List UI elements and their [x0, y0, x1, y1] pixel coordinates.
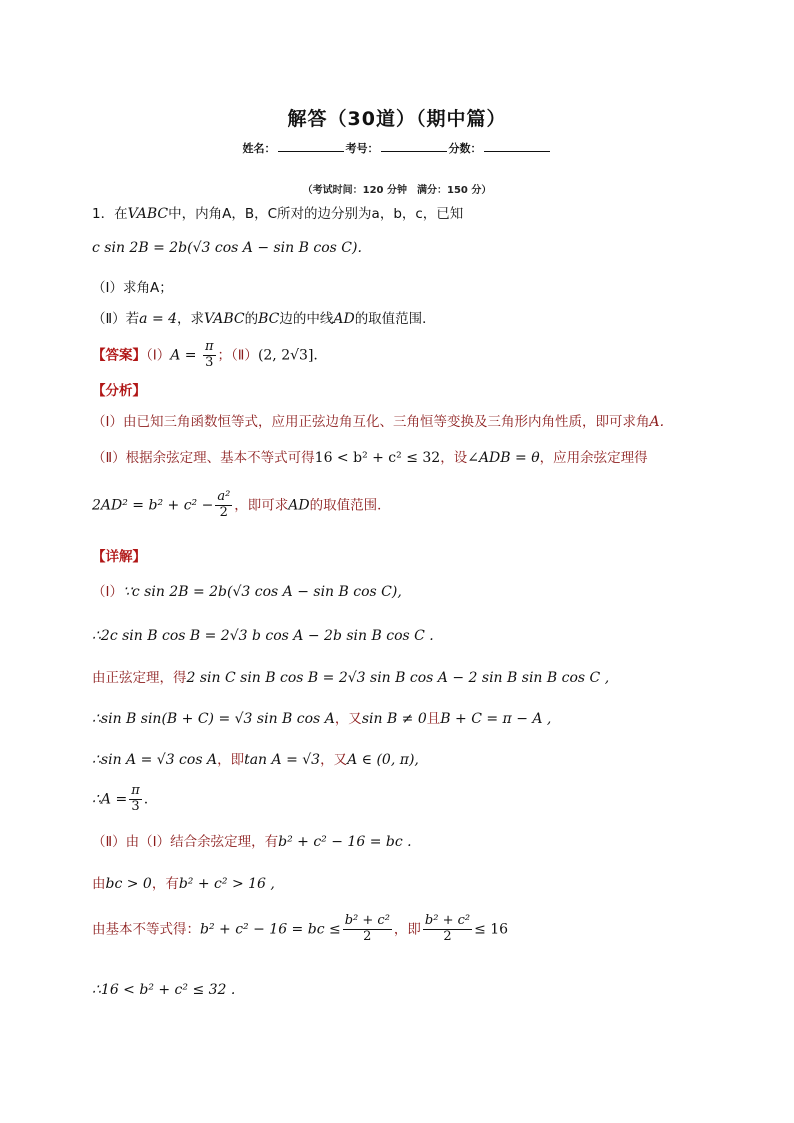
analysis-line-2: （Ⅱ）根据余弦定理、基本不等式可得16 < b² + c² ≤ 32，设∠ADB = θ，应用余弦定理得 — [92, 450, 648, 466]
detail-step-1: （Ⅰ）∵c sin 2B = 2b(√3 cos A − sin B cos C), — [92, 584, 402, 600]
analysis-label: 【分析】 — [92, 383, 146, 399]
detail-step-6: ∴A = $\frac{\pi}{3}$ . — [92, 783, 149, 814]
detail-step-2: ∴2c sin B cos B = 2√3 b cos A − 2b sin B cos C . — [92, 628, 434, 644]
analysis-fraction: $\frac{\text{a²}}{2}$ — [217, 489, 231, 520]
detail-step-10: ∴16 < b² + c² ≤ 32 . — [92, 982, 236, 998]
detail-step-9: 由基本不等式得：b² + c² − 16 = bc ≤ $\frac{\text{b² + c²}}{2}$ ，即 $\frac{\text{b² + c²}}{2}$ ≤ 16 — [92, 913, 509, 944]
detail-step-5: ∴sin A = √3 cos A，即tan A = √3，又A ∈ (0, π), — [92, 752, 419, 768]
detail-fraction-b: $\frac{\text{b² + c²}}{2}$ — [344, 913, 390, 944]
answer-label: 【答案】 — [92, 347, 146, 364]
score-label: 分数： — [448, 142, 482, 155]
detail-label: 【详解】 — [92, 549, 146, 565]
answer-fraction: $\frac{\pi}{3}$ — [204, 339, 214, 370]
exam-time-note: （考试时间：120 分钟 满分：150 分） — [302, 185, 492, 196]
detail-step-4: ∴sin B sin(B + C) = √3 sin B cos A，又sin B ≠ 0且B + C = π − A , — [92, 711, 552, 727]
triangle-symbol: VABC — [127, 206, 169, 222]
problem-part-1: （Ⅰ）求角A； — [92, 280, 173, 296]
problem-stem: 1．在VABC中，内角A，B，C所对的边分别为a，b，c，已知 — [92, 206, 464, 222]
problem-part-2: （Ⅱ）若a = 4，求VABC的BC边的中线AD的取值范围． — [92, 311, 436, 327]
name-label: 姓名： — [242, 142, 276, 155]
exam-no-label: 考号： — [345, 142, 379, 155]
problem-given-equation: c sin 2B = 2b(√3 cos A − sin B cos C). — [92, 240, 362, 256]
name-blank[interactable] — [278, 140, 344, 152]
analysis-line-3: 2AD² = b² + c² − $\frac{\text{a²}}{2}$ ，即可求AD的取值范围． — [92, 489, 391, 520]
detail-fraction-c: $\frac{\text{b² + c²}}{2}$ — [424, 913, 471, 944]
page-title: 解答（30道）（期中篇） — [287, 108, 507, 130]
score-blank[interactable] — [484, 140, 550, 152]
student-info-row — [0, 140, 794, 156]
detail-fraction-a: $\frac{\pi}{3}$ — [131, 783, 140, 814]
detail-step-3: 由正弦定理，得2 sin C sin B cos B = 2√3 sin B cos A − 2 sin B sin B cos C , — [92, 670, 610, 686]
answer-line: 【答案】（Ⅰ）A = $\frac{\pi}{3}$ ；（Ⅱ）(2, 2√3]. — [92, 339, 318, 370]
detail-step-7: （Ⅱ）由（Ⅰ）结合余弦定理，有b² + c² − 16 = bc . — [92, 834, 412, 850]
analysis-line-1: （Ⅰ）由已知三角函数恒等式，应用正弦边角互化、三角恒等变换及三角形内角性质，即可求角A. — [92, 414, 665, 430]
detail-step-8: 由bc > 0，有b² + c² > 16 , — [92, 876, 275, 892]
exam-no-blank[interactable] — [381, 140, 447, 152]
